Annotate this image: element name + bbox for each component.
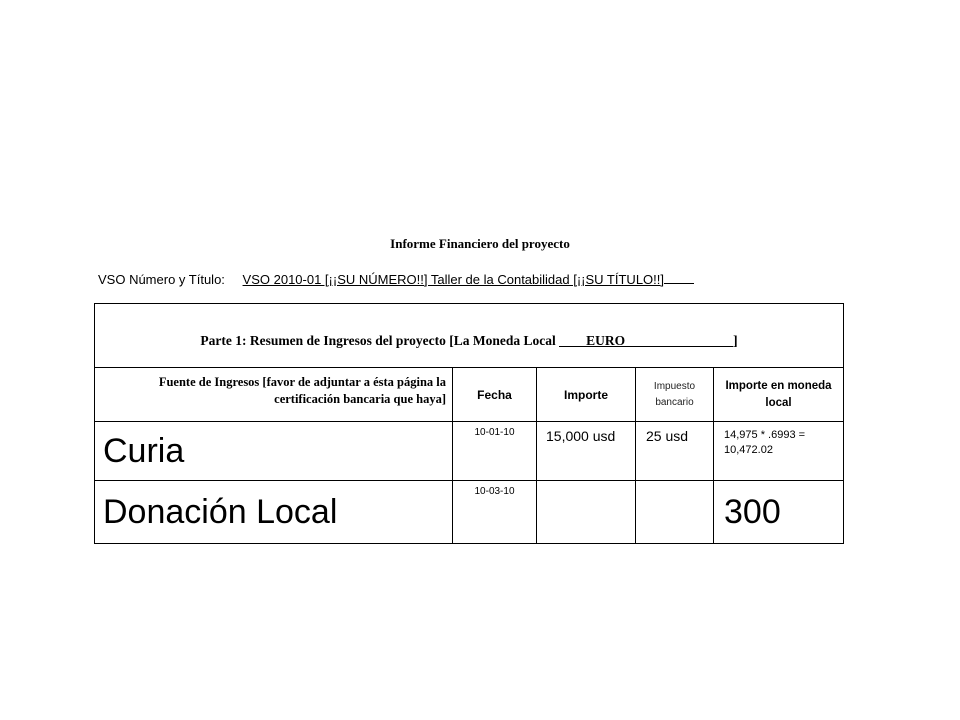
column-header-source: Fuente de Ingresos [favor de adjuntar a ésta página la certificación bancaria que haya] — [95, 368, 453, 422]
vso-value: VSO 2010-01 [¡¡SU NÚMERO!!] Taller de la Contabilidad [¡¡SU TÍTULO!!] — [242, 272, 664, 287]
table-row — [95, 481, 844, 544]
column-header-bank-tax: Impuesto bancario — [636, 368, 714, 422]
income-summary-table — [94, 303, 844, 544]
row-date: 10-01-10 — [453, 422, 537, 481]
row-amount — [537, 481, 636, 544]
row-bank-tax: 25 usd — [636, 422, 714, 481]
part1-currency: ____EURO________________ — [559, 332, 734, 348]
row-amount: 15,000 usd — [537, 422, 636, 481]
row-local-amount: 300 — [714, 481, 844, 544]
row-local-amount: 14,975 * .6993 = 10,472.02 — [714, 422, 844, 481]
row-source: Donación Local — [95, 481, 453, 544]
part1-header-suffix: ] — [733, 332, 738, 348]
table-row — [95, 422, 844, 481]
column-header-date: Fecha — [453, 368, 537, 422]
part1-header-prefix: Parte 1: Resumen de Ingresos del proyecto [La Moneda Local — [200, 332, 560, 348]
vso-label: VSO Número y Título: — [98, 272, 225, 287]
document-title: Informe Financiero del proyecto — [390, 236, 570, 251]
row-bank-tax — [636, 481, 714, 544]
column-header-amount: Importe — [537, 368, 636, 422]
vso-line — [98, 272, 694, 287]
vso-blank-line — [664, 272, 694, 284]
row-source: Curia — [95, 422, 453, 481]
row-date: 10-03-10 — [453, 481, 537, 544]
column-header-local-amount: Importe en moneda local — [714, 368, 844, 422]
part1-header — [95, 304, 844, 368]
